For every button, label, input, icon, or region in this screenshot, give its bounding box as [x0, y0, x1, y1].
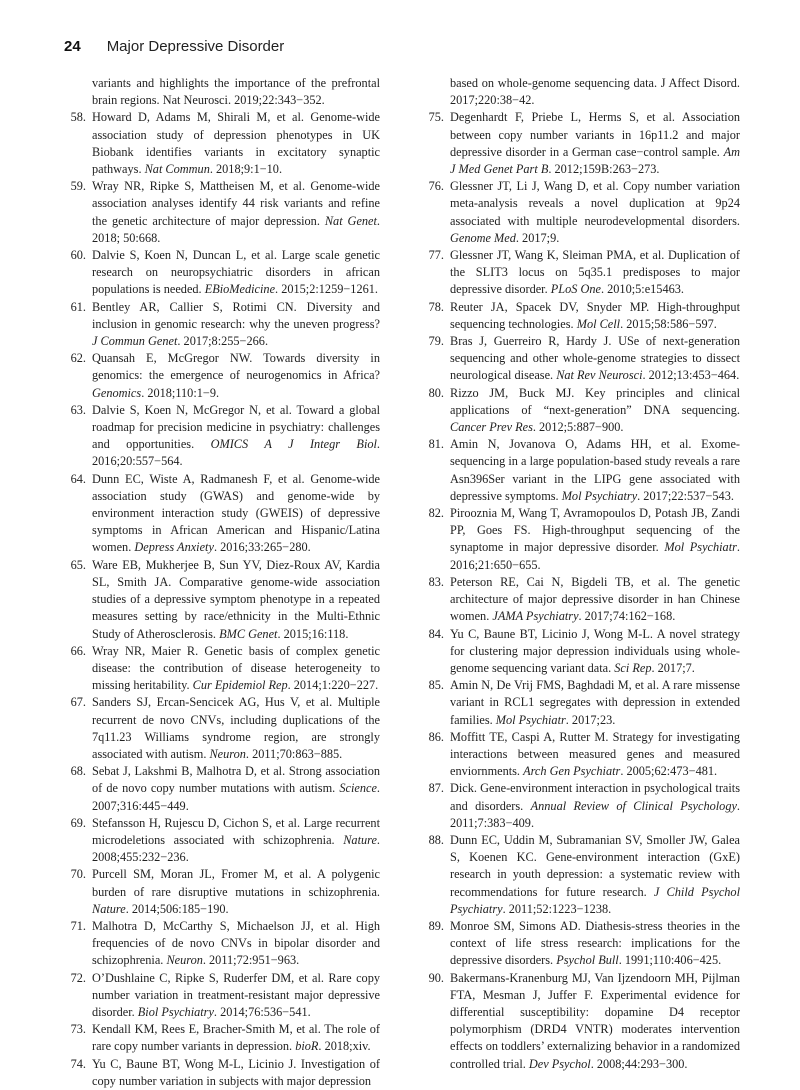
reference-tail: . 2011;70:863−885. [245, 746, 343, 761]
reference-item [58, 866, 380, 918]
reference-item [58, 763, 380, 815]
reference-item [416, 247, 740, 299]
reference-number: 83. [428, 574, 444, 589]
page-header [64, 38, 284, 62]
journal-name: Mol Psychiatr [495, 712, 566, 727]
reference-text: Amin N, De Vrij FMS, Baghdadi M, et al. A rare missense variant in RCL1 segregates with depression in extended families. [450, 678, 740, 727]
reference-tail: . 2017;23. [565, 712, 616, 727]
reference-number: 70. [70, 867, 86, 882]
reference-text: Dunn EC, Wiste A, Radmanesh F, et al. Genome-wide association study (GWAS) and genome-wide by environment interaction study (GWEIS) of depressive symptoms in African American and Hispanic/Latina women. [92, 471, 380, 555]
reference-number: 61. [70, 299, 86, 314]
journal-name: Arch Gen Psychiatr [523, 764, 621, 779]
journal-name: Cur Epidemiol Rep [192, 678, 288, 693]
journal-name: PLoS One [550, 282, 601, 297]
journal-name: Genomics [92, 385, 142, 400]
reference-text: Glessner JT, Li J, Wang D, et al. Copy number variation meta-analysis reveals a novel duplication at 9p24 associated with multiple neurodevelopmental disorders. [450, 179, 740, 228]
reference-tail: . 2017;22:537−543. [637, 488, 734, 503]
reference-tail: . 2011;52:1223−1238. [502, 901, 612, 916]
reference-tail: . 2014;1:220−227. [287, 678, 379, 693]
reference-tail: . 2008;44:293−300. [590, 1056, 688, 1071]
reference-item [58, 918, 380, 970]
reference-number: 63. [70, 402, 86, 417]
reference-tail: . 2019;22:343−352. [227, 93, 325, 108]
reference-text: Wray NR, Ripke S, Mattheisen M, et al. Genome-wide association analyses identify 44 risk variants and refine the genetic architecture of major depression. [92, 179, 380, 228]
reference-item [58, 247, 380, 299]
journal-name: Nat Neurosci [162, 93, 228, 108]
reference-number: 76. [428, 179, 444, 194]
reference-number: 64. [70, 471, 86, 486]
reference-number: 81. [428, 437, 444, 452]
reference-tail: . 2011;72:951−963. [202, 953, 300, 968]
reference-item [416, 178, 740, 247]
reference-number: 75. [428, 110, 444, 125]
reference-tail: . 2016;21:650−655. [450, 540, 740, 572]
reference-number: 87. [428, 781, 444, 796]
reference-tail: . 2017;7. [651, 660, 695, 675]
page-number: 24 [64, 38, 81, 55]
reference-tail: . 2012;5:887−900. [532, 420, 624, 435]
journal-name: Sci Rep [614, 660, 652, 675]
reference-number: 67. [70, 695, 86, 710]
reference-text: Dalvie S, Koen N, McGregor N, et al. Toward a global roadmap for precision medicine in psychiatry: challenges and opportunities. [92, 402, 380, 452]
reference-number: 66. [70, 643, 86, 658]
reference-number: 78. [428, 299, 444, 314]
reference-tail: . 2011;7:383−409. [450, 798, 740, 830]
reference-item [416, 385, 740, 437]
reference-tail: . 2018; 50:668. [92, 213, 380, 245]
reference-tail: . 2018;9:1−10. [209, 162, 283, 177]
journal-name: bioR [295, 1039, 319, 1054]
reference-item [416, 832, 740, 918]
reference-text: Sebat J, Lakshmi B, Malhotra D, et al. Strong association of de novo copy number mutations with autism. [92, 764, 380, 796]
reference-number: 90. [428, 970, 444, 985]
reference-item [58, 1056, 380, 1090]
reference-item [416, 436, 740, 505]
reference-number: 65. [70, 557, 86, 572]
reference-tail: . 2017;8:255−266. [177, 334, 269, 349]
reference-number: 74. [70, 1056, 86, 1071]
reference-text: Monroe SM, Simons AD. Diathesis-stress theories in the context of life stress research: implications for the depressive disorders. [450, 918, 740, 968]
reference-text: Pirooznia M, Wang T, Avramopoulos D, Potash JB, Zandi PP, Goes FS. High-throughput sequencing of the synaptome in major depressive disorder. [450, 506, 740, 555]
journal-name: Nature [343, 832, 377, 847]
journal-name: Science [339, 781, 377, 796]
reference-tail: . 2018;110:1−9. [141, 385, 220, 400]
reference-text: Stefansson H, Rujescu D, Cichon S, et al. Large recurrent microdeletions associated with schizophrenia. [92, 815, 380, 847]
journal-name: J Affect Disord [660, 76, 737, 90]
reference-number: 58. [70, 110, 86, 125]
reference-number: 77. [428, 248, 444, 263]
reference-text: Ware EB, Mukherjee B, Sun YV, Diez-Roux AV, Kardia SL, Smith JA. Comparative genome-wide association studies of a depressive symptom phenotype in a repeated measures setting by race/ethnicity in the Multi-Ethnic Study of Atherosclerosis. [92, 557, 380, 641]
journal-name: Nat Rev Neurosci [556, 368, 643, 383]
reference-continuation [58, 75, 380, 109]
reference-text: Purcell SM, Moran JL, Fromer M, et al. A polygenic burden of rare disruptive mutations in schizophrenia. [92, 867, 380, 899]
reference-number: 68. [70, 764, 86, 779]
reference-text: Malhotra D, McCarthy S, Michaelson JJ, et al. High frequencies of de novo CNVs in bipolar disorder and schizophrenia. [92, 918, 380, 968]
reference-number: 72. [70, 970, 86, 985]
reference-item [416, 505, 740, 574]
reference-text: Kendall KM, Rees E, Bracher-Smith M, et al. The role of rare copy number variants in depression. [92, 1022, 380, 1054]
reference-item [58, 471, 380, 557]
journal-name: Annual Review of Clinical Psychology [530, 798, 737, 813]
reference-item [58, 643, 380, 695]
reference-tail: . 2014;506:185−190. [125, 901, 229, 916]
journal-name: J Commun Genet [92, 334, 178, 349]
reference-item [58, 694, 380, 763]
journal-name: Nat Genet [324, 213, 377, 228]
reference-item [416, 626, 740, 678]
reference-item [58, 109, 380, 178]
reference-item [416, 333, 740, 385]
reference-number: 79. [428, 334, 444, 349]
journal-name: Mol Psychiatry [561, 488, 638, 503]
reference-tail: . 2016;33:265−280. [213, 540, 311, 555]
reference-item [58, 299, 380, 351]
reference-tail: . 2018;xiv. [318, 1039, 371, 1054]
reference-tail: . 2017;220:38−42. [450, 76, 740, 108]
reference-number: 86. [428, 729, 444, 744]
reference-text: Bentley AR, Callier S, Rotimi CN. Diversity and inclusion in genomic research: why the uneven progress? [92, 299, 380, 331]
reference-tail: . 2008;455:232−236. [92, 832, 380, 865]
reference-text: variants and highlights the importance of the prefrontal brain regions. [92, 76, 380, 108]
reference-tail: . 2017;9. [515, 230, 560, 245]
running-title: Major Depressive Disorder [106, 38, 285, 55]
reference-tail: . 2010;5:e15463. [600, 282, 684, 297]
reference-continuation [416, 75, 740, 109]
reference-text: O’Dushlaine C, Ripke S, Ruderfer DM, et al. Rare copy number variation in treatment-resistant major depressive disorder. [92, 970, 380, 1019]
right-column [416, 75, 740, 1073]
reference-item [58, 1021, 380, 1055]
reference-tail: . 2017;74:162−168. [578, 609, 676, 624]
reference-item [58, 402, 380, 471]
journal-name: Dev Psychol [528, 1056, 591, 1071]
reference-number: 82. [428, 506, 444, 521]
reference-item [416, 299, 740, 333]
reference-tail: . 2012;13:453−464. [642, 368, 740, 383]
reference-tail: . 2012;159B:263−273. [548, 162, 660, 177]
reference-item [416, 109, 740, 178]
journal-name: JAMA Psychiatry [492, 609, 579, 624]
journal-name: Biol Psychiatry [137, 1004, 214, 1019]
reference-text: Bakermans-Kranenburg MJ, Van Ijzendoorn MH, Pijlman FTA, Mesman J, Juffer F. Experimental evidence for differential susceptibility: dopamine D4 receptor polymorphism (DRD4 VNTR) moderates intervention effects on toddlers’ externalizing behavior in a randomized controlled trial. [450, 970, 740, 1071]
journal-name: Depress Anxiety [134, 540, 214, 555]
journal-name: Nat Commun [144, 162, 210, 177]
journal-name: Cancer Prev Res [450, 420, 533, 435]
reference-text: Yu C, Baune BT, Licinio J, Wong M-L. A novel strategy for clustering major depression individuals using whole-genome sequencing variant data. [450, 626, 740, 675]
journal-name: Genome Med [450, 230, 516, 245]
journal-name: EBioMedicine [204, 282, 276, 297]
reference-tail: . 2015;16:118. [277, 626, 349, 641]
reference-text: Degenhardt F, Priebe L, Herms S, et al. Association between copy number variants in 16p11.2 and major depressive disorder in a German case−control sample. [450, 110, 740, 159]
reference-text: Dalvie S, Koen N, Duncan L, et al. Large scale genetic research on neuropsychiatric disorders in african populations is needed. [92, 248, 380, 297]
reference-text: Sanders SJ, Ercan-Sencicek AG, Hus V, et al. Multiple recurrent de novo CNVs, including duplications of the 7q11.23 Williams syndrome region, are strongly associated with autism. [92, 695, 380, 761]
reference-text: Dunn EC, Uddin M, Subramanian SV, Smoller JW, Galea S, Koenen KC. Gene-environment interaction (GxE) research in youth depression: a systematic review with recommendations for future research. [450, 832, 740, 899]
reference-number: 73. [70, 1022, 86, 1037]
journal-name: J Child Psychol Psychiatry [450, 884, 740, 916]
reference-text: Amin N, Jovanova O, Adams HH, et al. Exome-sequencing in a large population-based study reveals a rare Asn396Ser variant in the LIPG gene associated with depressive symptoms. [450, 437, 741, 503]
journal-name: Neuron [166, 953, 203, 968]
reference-text: Bras J, Guerreiro R, Hardy J. USe of next-generation sequencing and other whole-genome strategies to dissect neurological disease. [450, 334, 740, 383]
reference-item [416, 574, 740, 626]
reference-tail: . 2005;62:473−481. [620, 764, 718, 779]
reference-item [58, 350, 380, 402]
reference-item [416, 780, 740, 832]
reference-text: Quansah E, McGregor NW. Towards diversity in genomics: the emergence of neurogenomics in Africa? [92, 351, 380, 383]
reference-number: 85. [428, 678, 444, 693]
reference-item [416, 729, 740, 781]
reference-text: based on whole-genome sequencing data. [450, 76, 661, 90]
reference-text: Wray NR, Maier R. Genetic basis of complex genetic disease: the contribution of disease heterogeneity to missing heritability. [92, 643, 380, 693]
reference-text: Howard D, Adams M, Shirali M, et al. Genome-wide association study of depression phenotypes in UK Biobank identifies variants in excitatory synaptic pathways. [92, 110, 380, 177]
reference-text: Dick. Gene-environment interaction in psychological traits and disorders. [450, 781, 740, 813]
journal-name: Mol Psychiatr [664, 540, 737, 555]
reference-number: 59. [70, 179, 86, 194]
journal-name: Neuron [209, 746, 246, 761]
reference-item [416, 970, 740, 1073]
reference-number: 71. [70, 918, 86, 933]
reference-item [416, 677, 740, 729]
journal-name: BMC Genet [219, 626, 278, 641]
reference-text: Yu C, Baune BT, Wong M-L, Licinio J. Investigation of copy number variation in subjects with major depression [92, 1056, 380, 1088]
reference-item [58, 178, 380, 247]
journal-name: Psychol Bull [556, 953, 619, 968]
reference-text: Glessner JT, Wang K, Sleiman PMA, et al. Duplication of the SLIT3 locus on 5q35.1 predisposes to major depressive disorder. [450, 248, 740, 297]
reference-tail: . 2007;316:445−449. [92, 781, 380, 813]
journal-name: Nature [92, 901, 126, 916]
reference-tail: . 2015;58:586−597. [620, 316, 717, 331]
journal-name: Mol Cell [576, 316, 621, 331]
reference-number: 89. [428, 918, 444, 933]
reference-number: 60. [70, 248, 86, 263]
journal-name: OMICS A J Integr Biol [210, 437, 377, 452]
reference-tail: . 2015;2:1259−1261. [275, 282, 378, 297]
reference-text: Moffitt TE, Caspi A, Rutter M. Strategy for investigating interactions between measured genes and measured enviornments. [450, 729, 740, 779]
reference-item [416, 918, 740, 970]
reference-number: 84. [428, 626, 444, 641]
reference-number: 69. [70, 815, 86, 830]
left-column [58, 75, 380, 1090]
reference-item [58, 557, 380, 643]
reference-tail: . 2014;76:536−541. [213, 1004, 311, 1019]
reference-item [58, 970, 380, 1022]
reference-tail: . 2016;20:557−564. [92, 437, 380, 469]
reference-number: 62. [70, 351, 86, 366]
reference-number: 80. [428, 385, 444, 400]
reference-text: Rizzo JM, Buck MJ. Key principles and clinical applications of “next-generation” DNA sequencing. [450, 385, 740, 417]
reference-number: 88. [428, 832, 444, 847]
journal-name: Am J Med Genet Part B [450, 144, 740, 177]
reference-text: Reuter JA, Spacek DV, Snyder MP. High-throughput sequencing technologies. [450, 299, 740, 331]
reference-text: Peterson RE, Cai N, Bigdeli TB, et al. The genetic architecture of major depressive disorder in han Chinese women. [450, 574, 740, 624]
reference-tail: . 1991;110:406−425. [618, 953, 722, 968]
reference-item [58, 815, 380, 867]
